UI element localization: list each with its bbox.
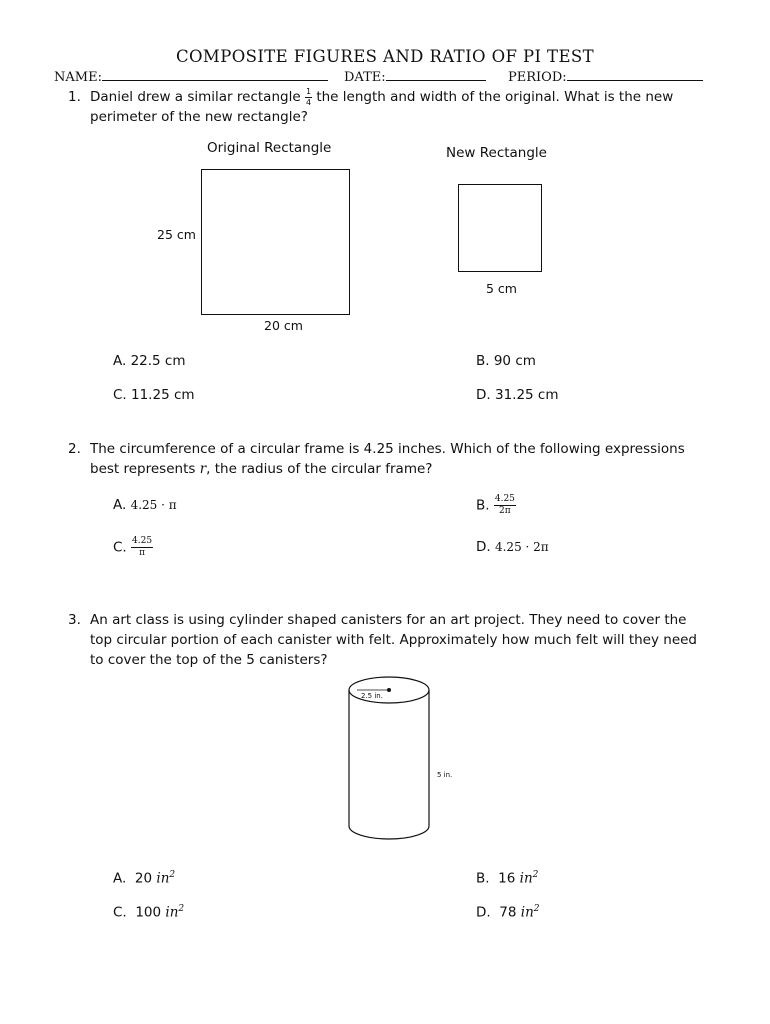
page-title: COMPOSITE FIGURES AND RATIO OF PI TEST (175, 47, 595, 66)
q2-choice-b[interactable]: B. $\frac{4.25}{2\pi}$ (476, 494, 515, 516)
period-label: PERIOD: (508, 70, 567, 85)
date-label: DATE: (344, 70, 386, 85)
new-rectangle-label: New Rectangle (446, 145, 547, 161)
q3-choice-a[interactable]: A. 20 $in^2$ (113, 870, 176, 887)
q1-choice-c[interactable]: C. 11.25 cm (113, 387, 195, 403)
new-width-label: 5 cm (486, 281, 517, 296)
question-number: 1. (68, 89, 81, 105)
q1-choice-a[interactable]: A. 22.5 cm (113, 353, 186, 369)
new-rectangle (458, 184, 542, 272)
original-rectangle (201, 169, 350, 315)
radius-label: 2.5 in. (361, 692, 383, 700)
question-text: Daniel drew a similar rectangle (90, 89, 301, 105)
q1-choice-d[interactable]: D. 31.25 cm (476, 387, 559, 403)
question-text: the length and width of the original. What is the new (316, 89, 674, 105)
period-field[interactable] (508, 68, 703, 85)
original-rectangle-label: Original Rectangle (207, 140, 332, 156)
question-text: , the radius of the circular frame? (206, 461, 433, 477)
q2-choice-a[interactable]: A. 4.25 · π (113, 497, 177, 513)
cylinder-diagram (345, 670, 445, 850)
original-width-label: 20 cm (264, 318, 303, 333)
question-2 (68, 439, 748, 479)
radius-variable: r (199, 461, 207, 477)
question-text: perimeter of the new rectangle? (90, 109, 308, 125)
question-text: to cover the top of the 5 canisters? (90, 652, 328, 668)
question-number: 3. (68, 612, 81, 628)
q1-choice-b[interactable]: B. 90 cm (476, 353, 536, 369)
original-height-label: 25 cm (157, 227, 196, 242)
question-text: top circular portion of each canister with felt. Approximately how much felt will they need (90, 632, 697, 648)
name-field[interactable] (54, 68, 328, 85)
question-text: An art class is using cylinder shaped canisters for an art project. They need to cover the (90, 612, 687, 628)
height-label: 5 in. (437, 771, 453, 779)
name-label: NAME: (54, 70, 102, 85)
question-number: 2. (68, 441, 81, 457)
fraction: $\frac{4.25}{\pi}$ (132, 536, 153, 558)
scale-fraction: $\frac{1}{4}$ (305, 86, 312, 107)
question-text: The circumference of a circular frame is 4.25 inches. Which of the following expressions (90, 441, 685, 457)
question-3 (68, 610, 758, 670)
question-text: best represents (90, 461, 196, 477)
q2-choice-c[interactable]: C. $\frac{4.25}{\pi}$ (113, 536, 153, 558)
q3-choice-c[interactable]: C. 100 $in^2$ (113, 904, 185, 921)
q3-choice-b[interactable]: B. 16 $in^2$ (476, 870, 539, 887)
q2-choice-d[interactable]: D. 4.25 · 2π (476, 539, 549, 555)
question-1 (68, 87, 748, 127)
fraction: $\frac{4.25}{2\pi}$ (494, 494, 515, 516)
date-field[interactable] (344, 68, 486, 85)
q3-choice-d[interactable]: D. 78 $in^2$ (476, 904, 540, 921)
